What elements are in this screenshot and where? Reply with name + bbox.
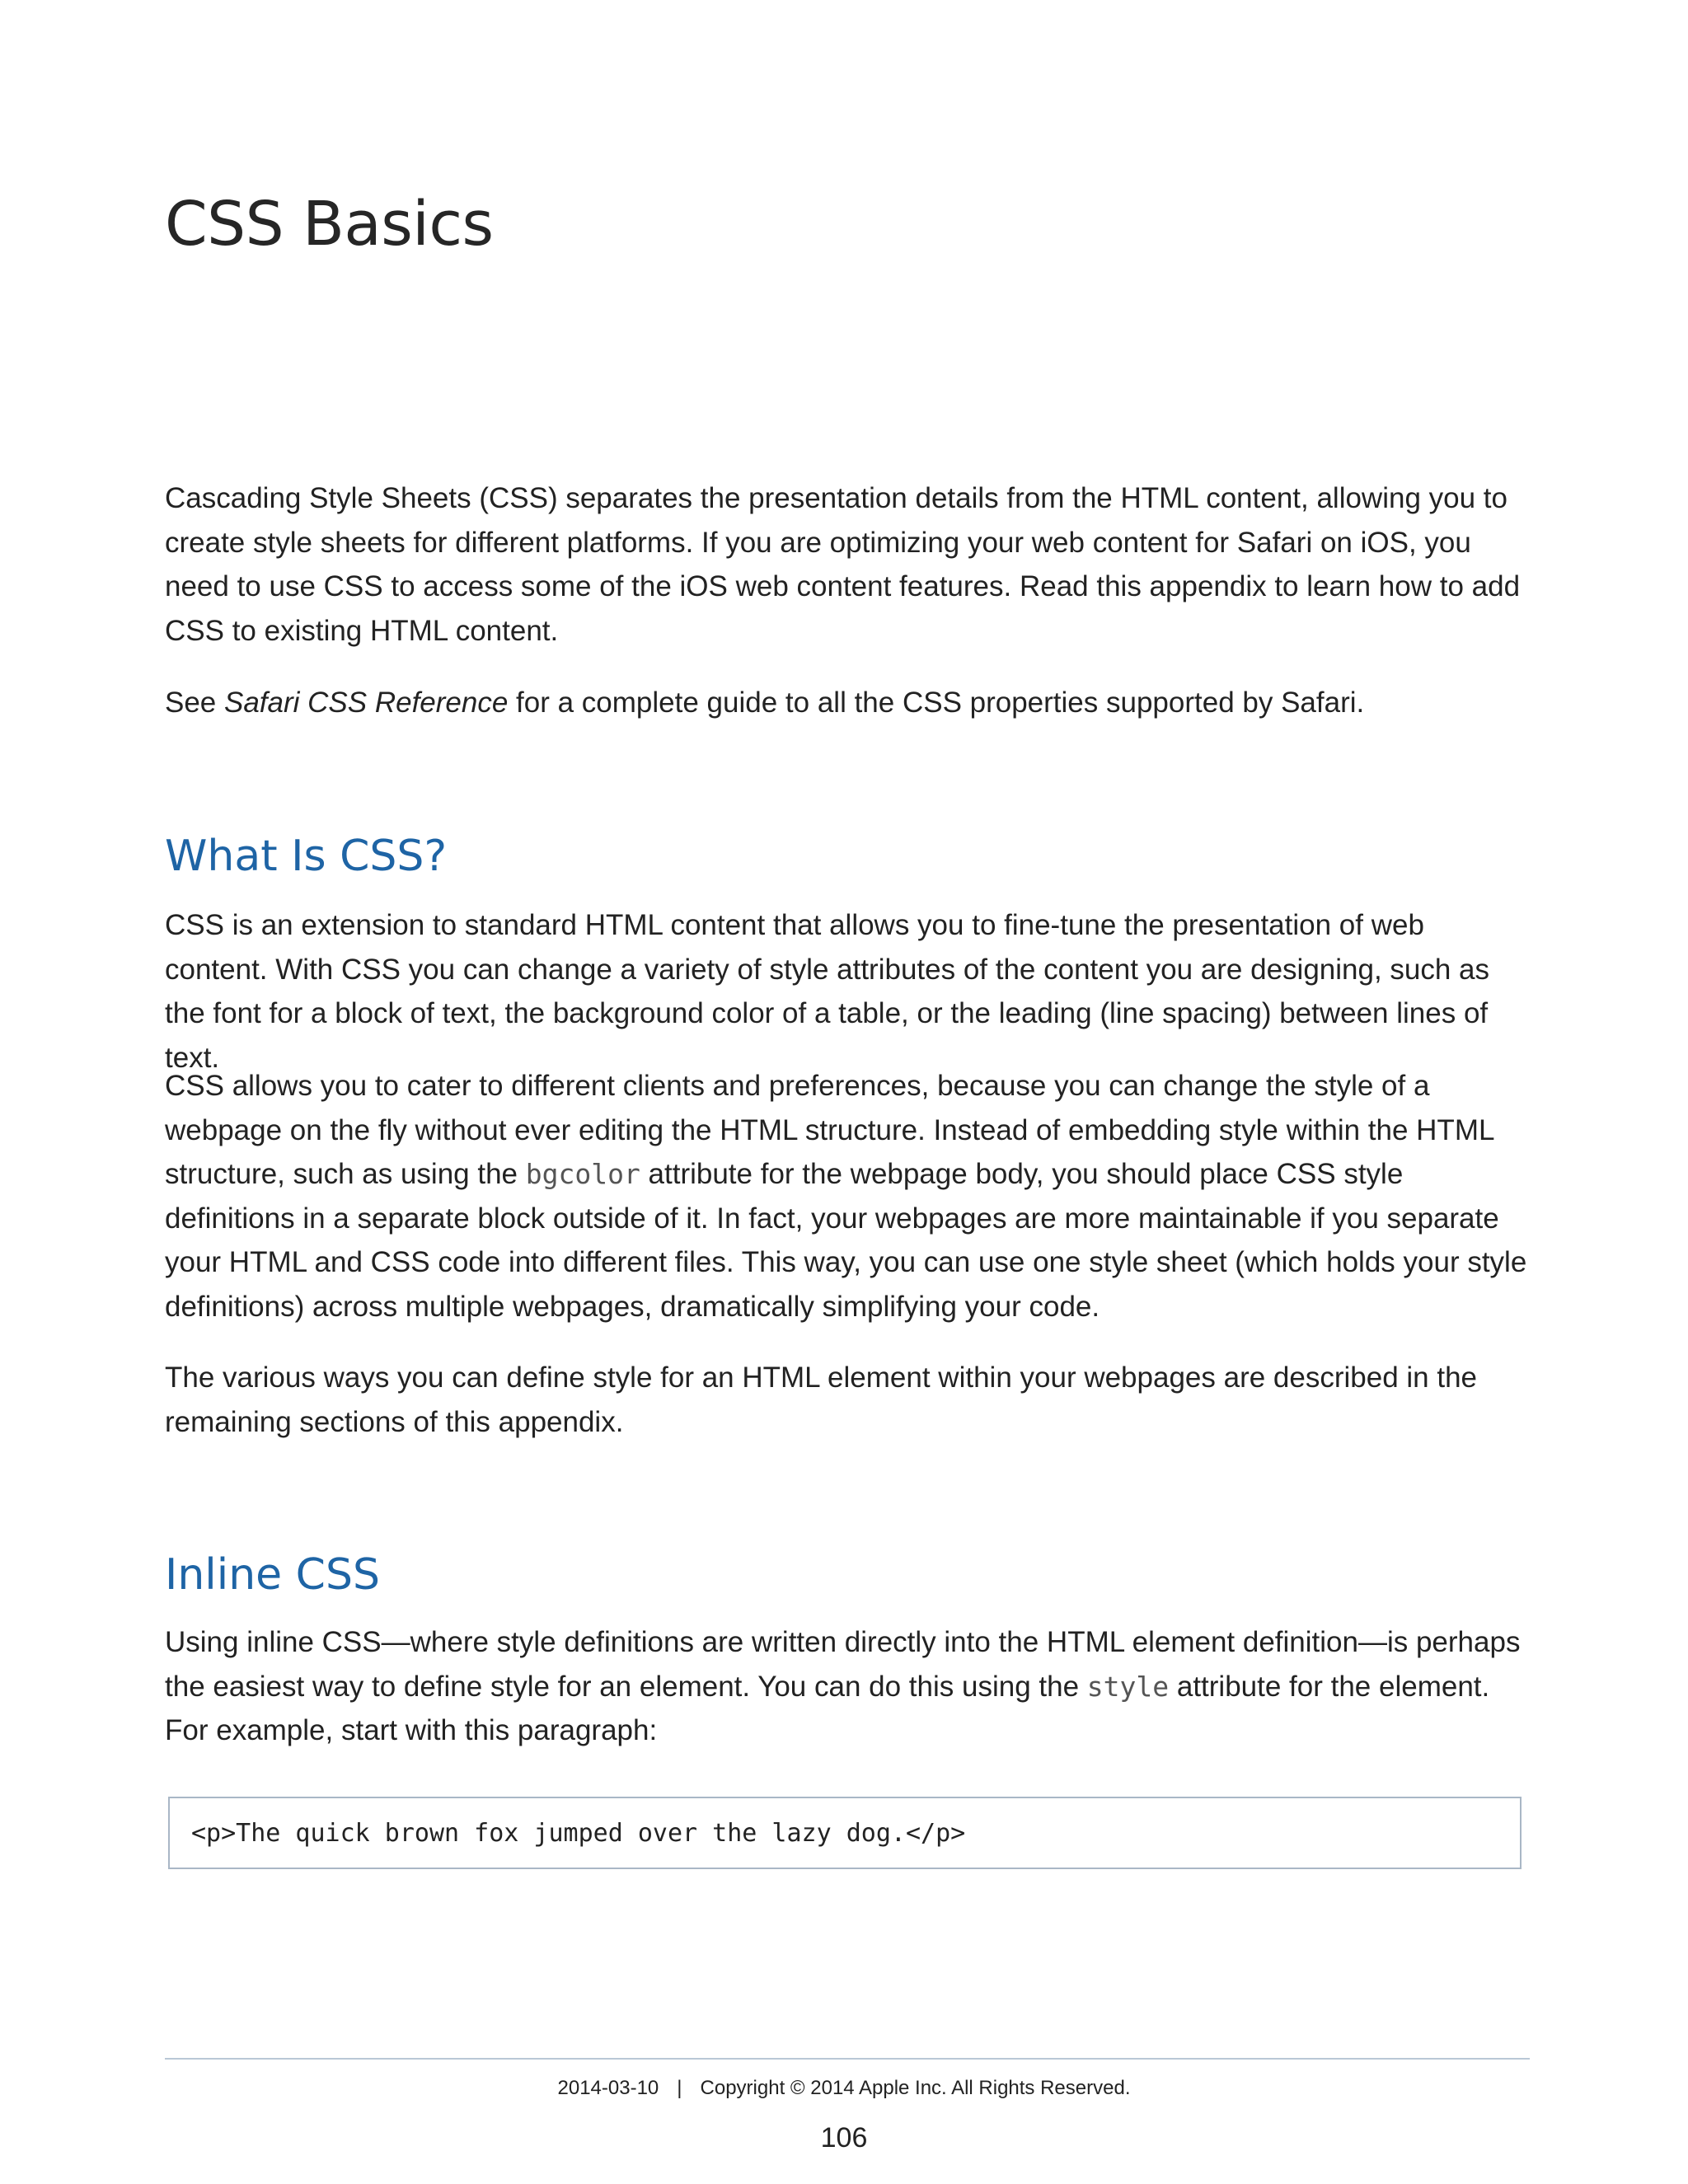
inline-css-paragraph (165, 1620, 1533, 1753)
inline-text-b: attribute for the element. For example, start with this paragraph: (165, 1670, 1490, 1746)
reference-suffix: for a complete guide to all the CSS properties supported by Safari. (508, 687, 1365, 719)
paragraph-2-text-b: attribute for the webpage body, you should place CSS style definitions in a separate block outside of it. In fact, your webpages are more maintainable if you separate your HTML and CSS code into different files. This way, you can use one style sheet (which holds your style definitions) across multiple webpages, dramatically simplifying your code. (165, 1158, 1527, 1323)
what-is-css-paragraph-2 (165, 1064, 1533, 1329)
footer-separator: | (677, 2077, 682, 2099)
paragraph-2-text-a: CSS allows you to cater to different clients and preferences, because you can change the style of a webpage on the fly without ever editing the HTML structure. Instead of embedding style within the HTML structure, such as using the (165, 1070, 1494, 1190)
footer-divider (165, 2058, 1530, 2060)
what-is-css-paragraph-3: The various ways you can define style for an HTML element within your webpages are described in the remaining sections of this appendix. (165, 1361, 1478, 1438)
section-heading-inline-css: Inline CSS (165, 1550, 380, 1600)
intro-paragraph: Cascading Style Sheets (CSS) separates the presentation details from the HTML content, allowing you to create style sheets for different platforms. If you are optimizing your web content for Safari on iOS, you need to use CSS to access some of the iOS web content features. Read this appendix to learn how to add CSS to existing HTML content. (165, 482, 1521, 647)
chapter-title: CSS Basics (165, 189, 494, 260)
section-heading-what-is-css: What Is CSS? (165, 832, 448, 881)
bgcolor-code: bgcolor (525, 1158, 640, 1190)
reference-prefix: See (165, 687, 224, 719)
code-example-block: <p>The quick brown fox jumped over the lazy dog.</p> (168, 1797, 1522, 1869)
footer-copyright: Copyright © 2014 Apple Inc. All Rights Reserved. (700, 2077, 1131, 2099)
safari-css-reference-link[interactable]: Safari CSS Reference (224, 687, 509, 719)
inline-text-a: Using inline CSS—where style definitions are written directly into the HTML element definition—is perhaps the easiest way to define style for an element. You can do this using the (165, 1626, 1521, 1703)
footer (0, 2077, 1688, 2100)
reference-paragraph (165, 681, 1533, 725)
what-is-css-paragraph-1: CSS is an extension to standard HTML content that allows you to fine-tune the presentation of web content. With CSS you can change a variety of style attributes of the content you are designing, such as the font for a block of text, the background color of a table, or the leading (line spacing) between lines of text. (165, 909, 1490, 1074)
style-code: style (1086, 1670, 1170, 1703)
footer-date: 2014-03-10 (557, 2077, 659, 2099)
page-number: 106 (820, 2122, 868, 2154)
